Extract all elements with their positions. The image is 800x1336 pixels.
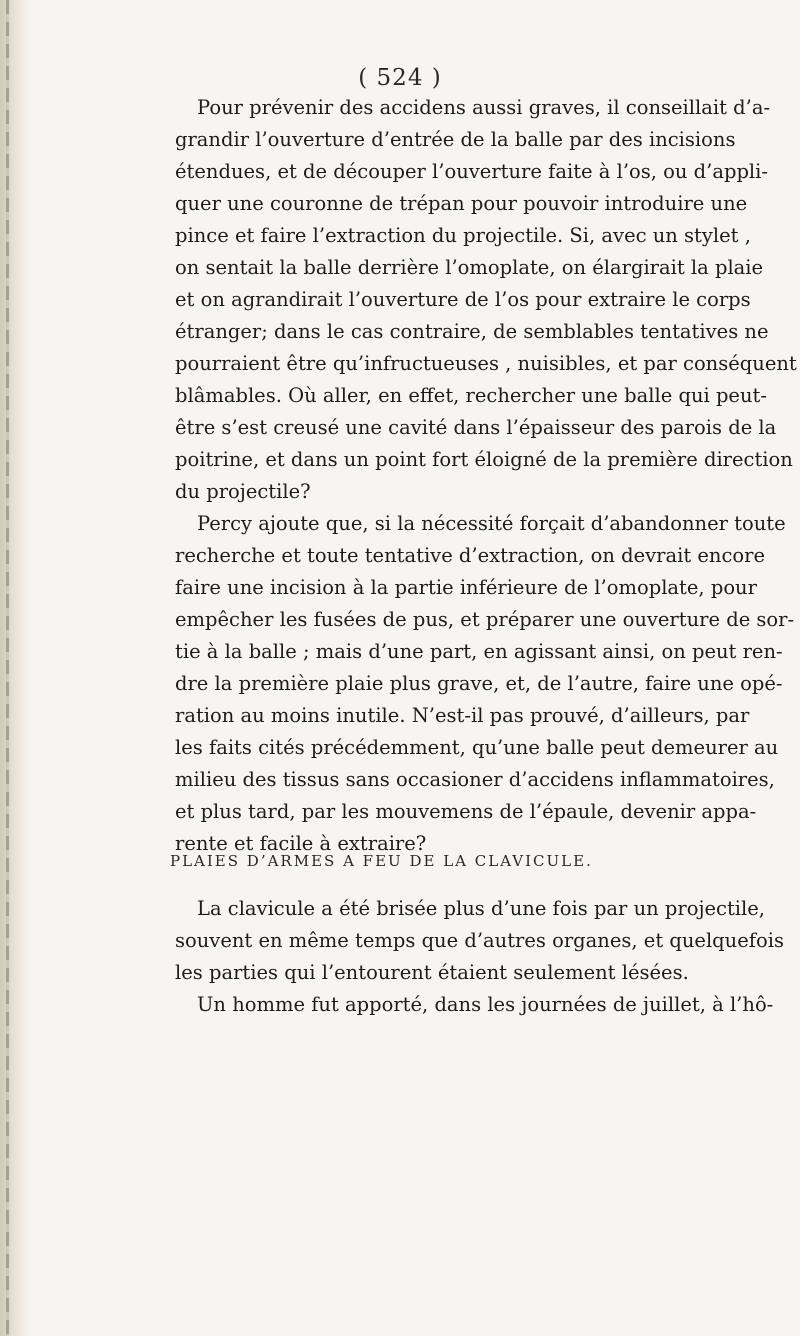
section-heading: PLAIES D’ARMES A FEU DE LA CLAVICULE. [170, 852, 593, 870]
text-line: Percy ajoute que, si la nécessité forçait d’abandonner toute [197, 512, 786, 535]
text-line: et on agrandirait l’ouverture de l’os pour extraire le corps [175, 288, 751, 311]
text-line: quer une couronne de trépan pour pouvoir introduire une [175, 192, 748, 215]
text-line: tie à la balle ; mais d’une part, en agissant ainsi, on peut ren- [175, 640, 783, 663]
text-line: dre la première plaie plus grave, et, de l’autre, faire une opé- [175, 672, 783, 695]
text-line: pourraient être qu’infructueuses , nuisibles, et par conséquent [175, 352, 797, 375]
text-line: Pour prévenir des accidens aussi graves, il conseillait d’a- [197, 96, 771, 119]
text-line: milieu des tissus sans occasioner d’accidens inflammatoires, [175, 768, 775, 791]
page-number: ( 524 ) [358, 65, 442, 91]
text-line: Un homme fut apporté, dans les journées de juillet, à l’hô- [197, 993, 774, 1016]
paragraph-block-2 [175, 893, 784, 1021]
text-line: les faits cités précédemment, qu’une balle peut demeurer au [175, 736, 779, 759]
text-line: empêcher les fusées de pus, et préparer une ouverture de sor- [175, 608, 795, 631]
text-line: et plus tard, par les mouvemens de l’épaule, devenir appa- [175, 800, 757, 823]
page-binding-shadow [0, 0, 30, 1336]
text-line: du projectile? [175, 480, 311, 503]
text-line: on sentait la balle derrière l’omoplate, on élargirait la plaie [175, 256, 764, 279]
text-line: ration au moins inutile. N’est-il pas prouvé, d’ailleurs, par [175, 704, 750, 727]
text-line: les parties qui l’entourent étaient seulement lésées. [175, 961, 689, 984]
text-line: poitrine, et dans un point fort éloigné de la première direction [175, 448, 793, 471]
text-line: pince et faire l’extraction du projectile. Si, avec un stylet , [175, 224, 751, 247]
text-line: souvent en même temps que d’autres organes, et quelquefois [175, 929, 784, 952]
text-line: étendues, et de découper l’ouverture faite à l’os, ou d’appli- [175, 160, 768, 183]
text-line: blâmables. Où aller, en effet, rechercher une balle qui peut- [175, 384, 767, 407]
page-binding-edge [6, 0, 9, 1336]
text-line: faire une incision à la partie inférieure de l’omoplate, pour [175, 576, 757, 599]
text-line: grandir l’ouverture d’entrée de la balle par des incisions [175, 128, 736, 151]
text-line: étranger; dans le cas contraire, de semblables tentatives ne [175, 320, 769, 343]
text-line: rente et facile à extraire? [175, 832, 427, 855]
text-line: être s’est creusé une cavité dans l’épaisseur des parois de la [175, 416, 777, 439]
paragraph-block-1 [175, 92, 797, 860]
text-line: La clavicule a été brisée plus d’une fois par un projectile, [197, 897, 765, 920]
text-line: recherche et toute tentative d’extraction, on devrait encore [175, 544, 765, 567]
